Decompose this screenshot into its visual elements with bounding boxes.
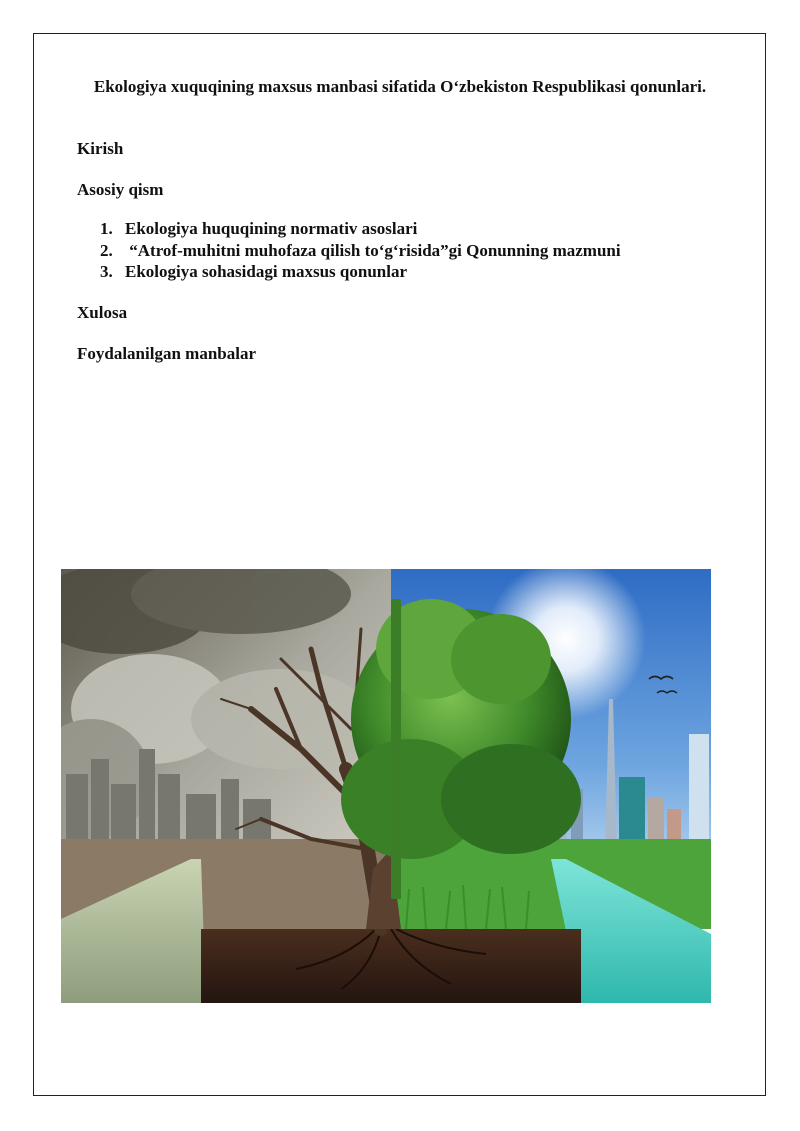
list-text: Ekologiya huquqining normativ asoslari xyxy=(125,219,418,238)
environment-illustration xyxy=(61,569,711,1003)
section-intro: Kirish xyxy=(77,139,124,158)
section-conclusion: Xulosa xyxy=(77,303,128,322)
main-section-list xyxy=(100,218,621,283)
section-main: Asosiy qism xyxy=(77,180,164,199)
section-references: Foydalanilgan manbalar xyxy=(77,344,257,363)
list-item xyxy=(100,240,621,262)
list-number: 1. xyxy=(100,219,113,238)
list-item xyxy=(100,261,621,283)
list-number: 3. xyxy=(100,262,113,281)
list-number: 2. xyxy=(100,240,113,260)
list-item xyxy=(100,218,621,240)
list-text: “Atrof-muhitni muhofaza qilish to‘g‘risida”gi Qonunning mazmuni xyxy=(125,240,621,260)
soil-cross-section xyxy=(201,929,581,1003)
environment-illustration-svg xyxy=(61,569,711,1003)
list-text: Ekologiya sohasidagi maxsus qonunlar xyxy=(125,262,408,281)
document-title: Ekologiya xuquqining maxsus manbasi sifatida O‘zbekiston Respublikasi qonunlari. xyxy=(93,77,707,96)
